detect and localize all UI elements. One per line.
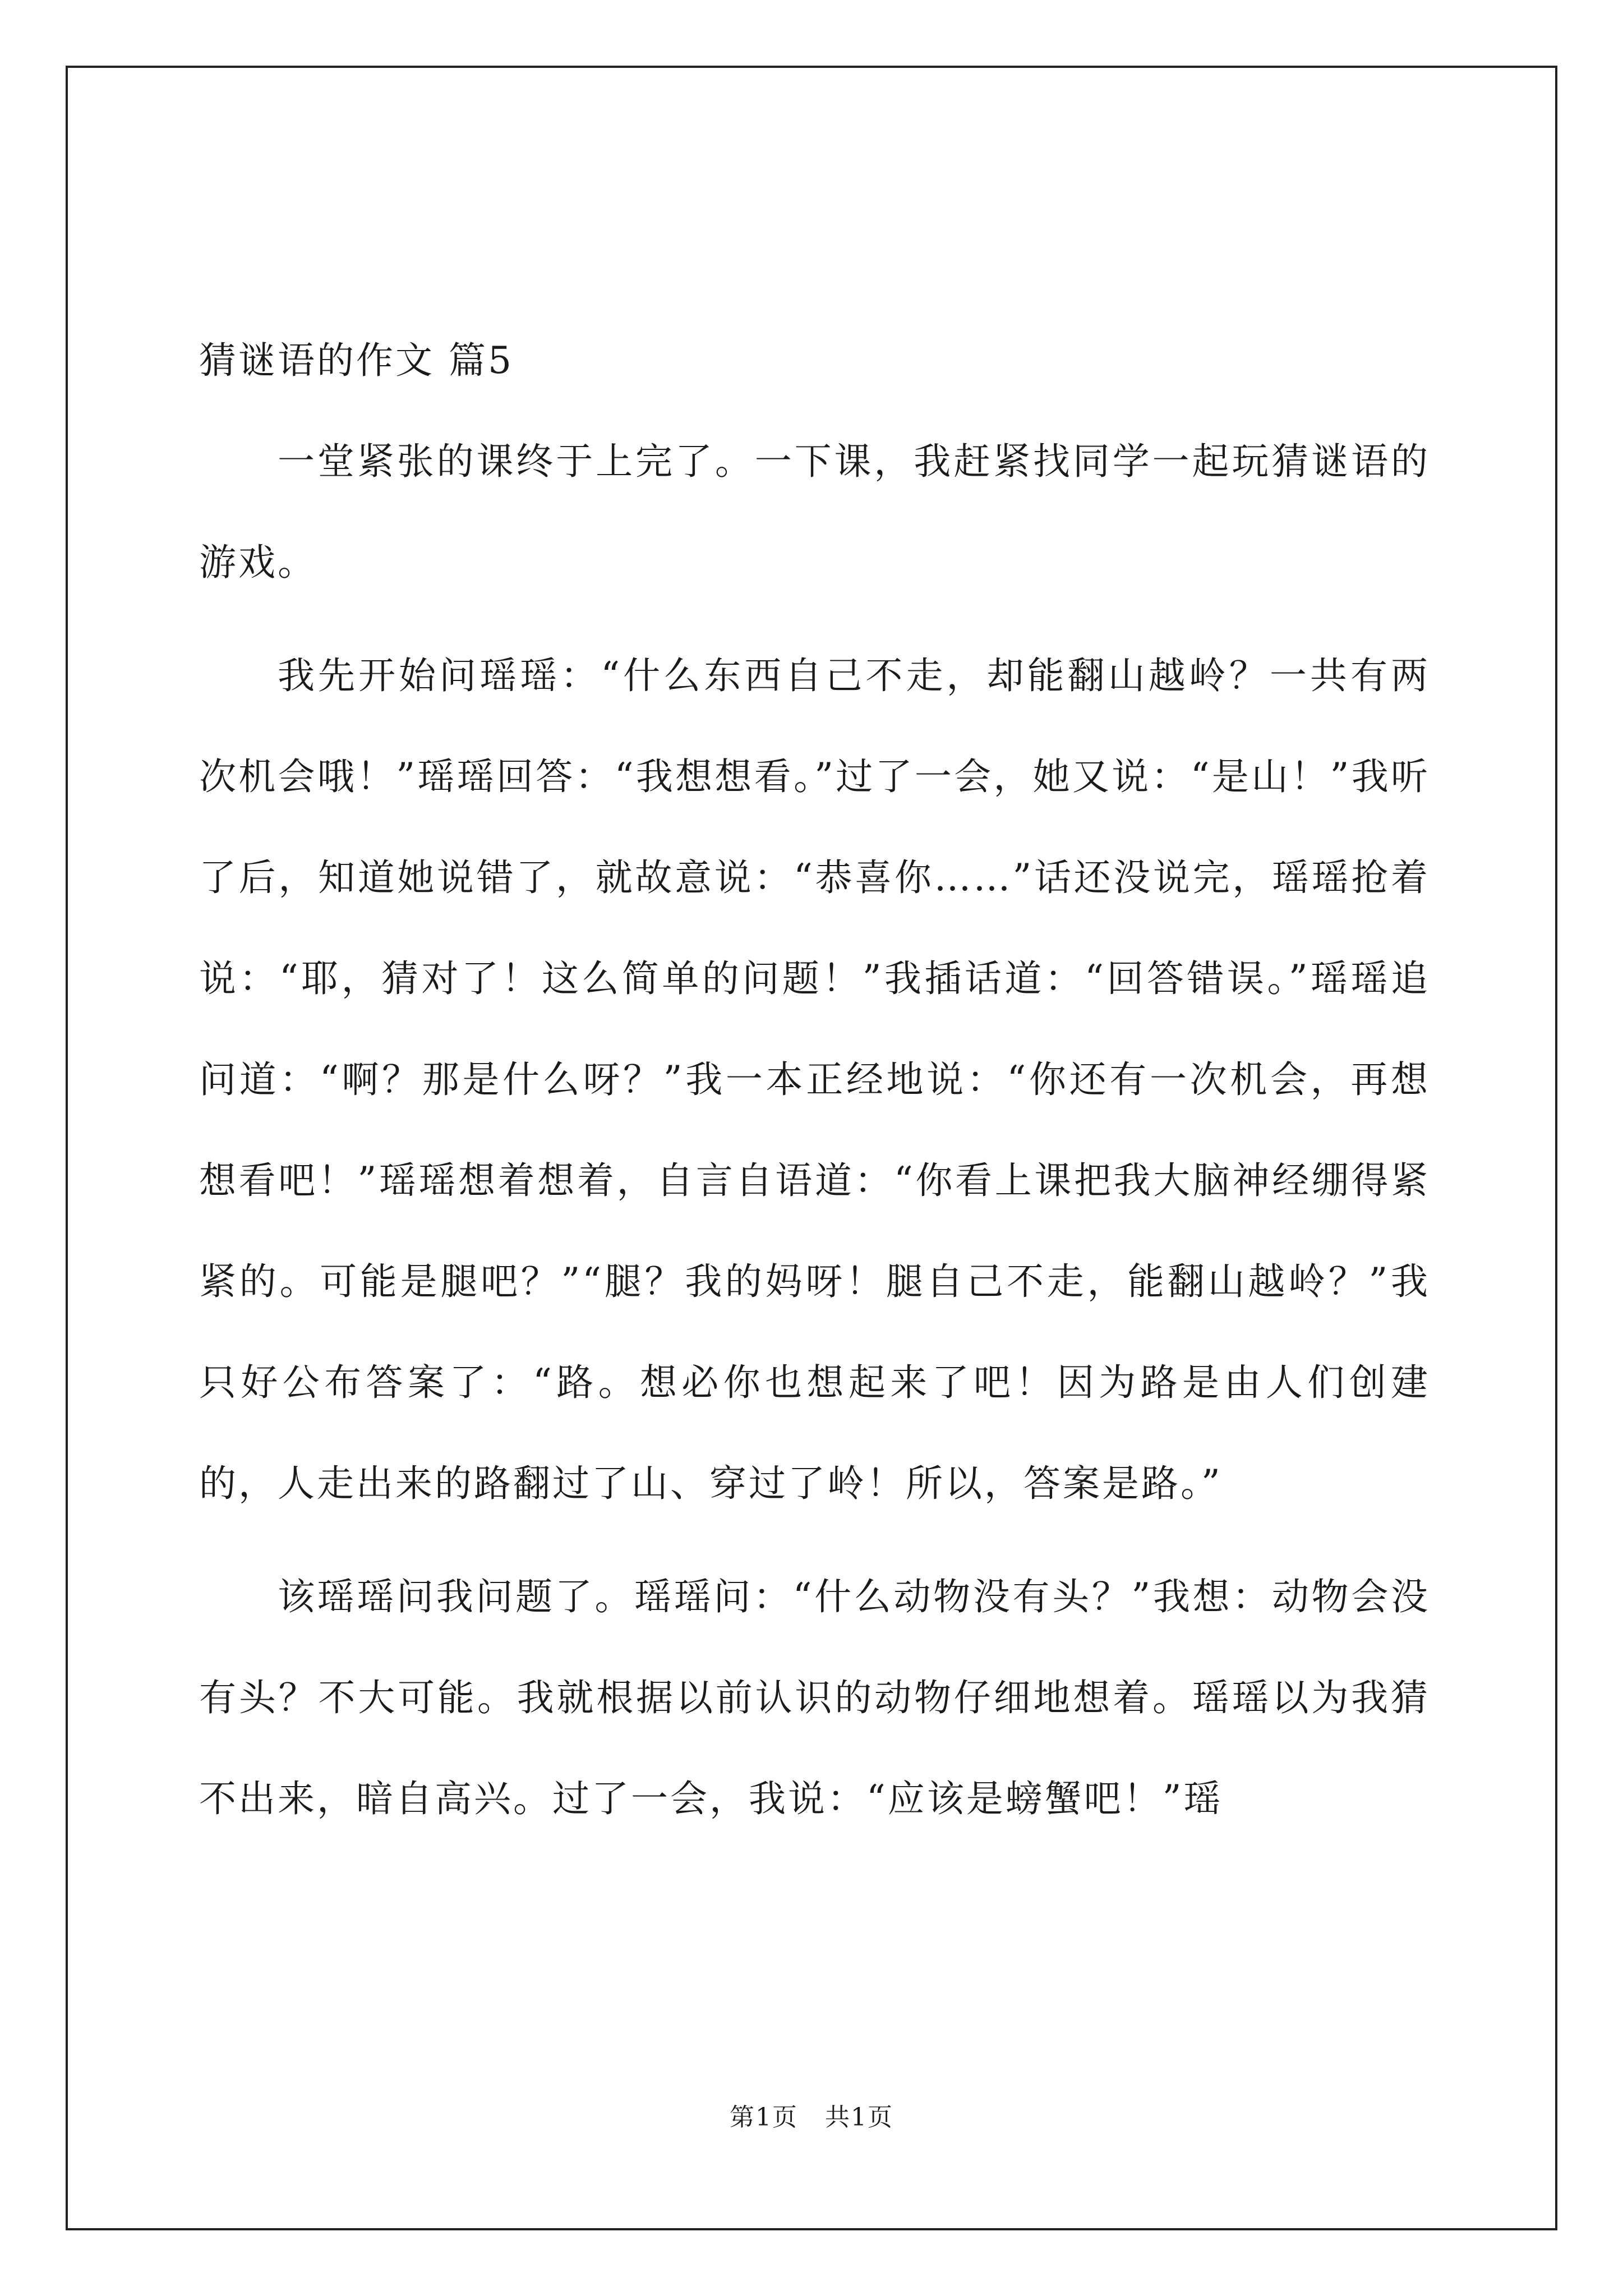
paragraph-2: 我先开始问瑶瑶：“什么东西自己不走，却能翻山越岭？一共有两次机会哦！”瑶瑶回答：“我想想看。”过了一会，她又说：“是山！”我听了后，知道她说错了，就故意说：“恭喜你……”话还没说完，瑶瑶抢着说：“耶，猜对了！这么简单的问题！”我插话道：“回答错误。”瑶瑶追问道：“啊？那是什么呀？”我一本正经地说：“你还有一次机会，再想想看吧！”瑶瑶想着想着，自言自语道：“你看上课把我大脑神经绷得紧紧的。可能是腿吧？”“腿？我的妈呀！腿自己不走，能翻山越岭？”我只好公布答案了：“路。想必你也想起来了吧！因为路是由人们创建的，人走出来的路翻过了山、穿过了岭！所以，答案是路。” [199,654,1430,1505]
essay-title: 猜谜语的作文 篇5 [199,339,514,382]
page-footer: 第1页 共1页 [730,2103,893,2132]
document-body [199,323,1430,1849]
paragraph-1: 一堂紧张的课终于上完了。一下课，我赶紧找同学一起玩猜谜语的游戏。 [199,440,1430,584]
paragraph-3: 该瑶瑶问我问题了。瑶瑶问：“什么动物没有头？”我想：动物会没有头？不大可能。我就根据以前认识的动物仔细地想着。瑶瑶以为我猜不出来，暗自高兴。过了一会，我说：“应该是螃蟹吧！”瑶 [199,1575,1430,1820]
